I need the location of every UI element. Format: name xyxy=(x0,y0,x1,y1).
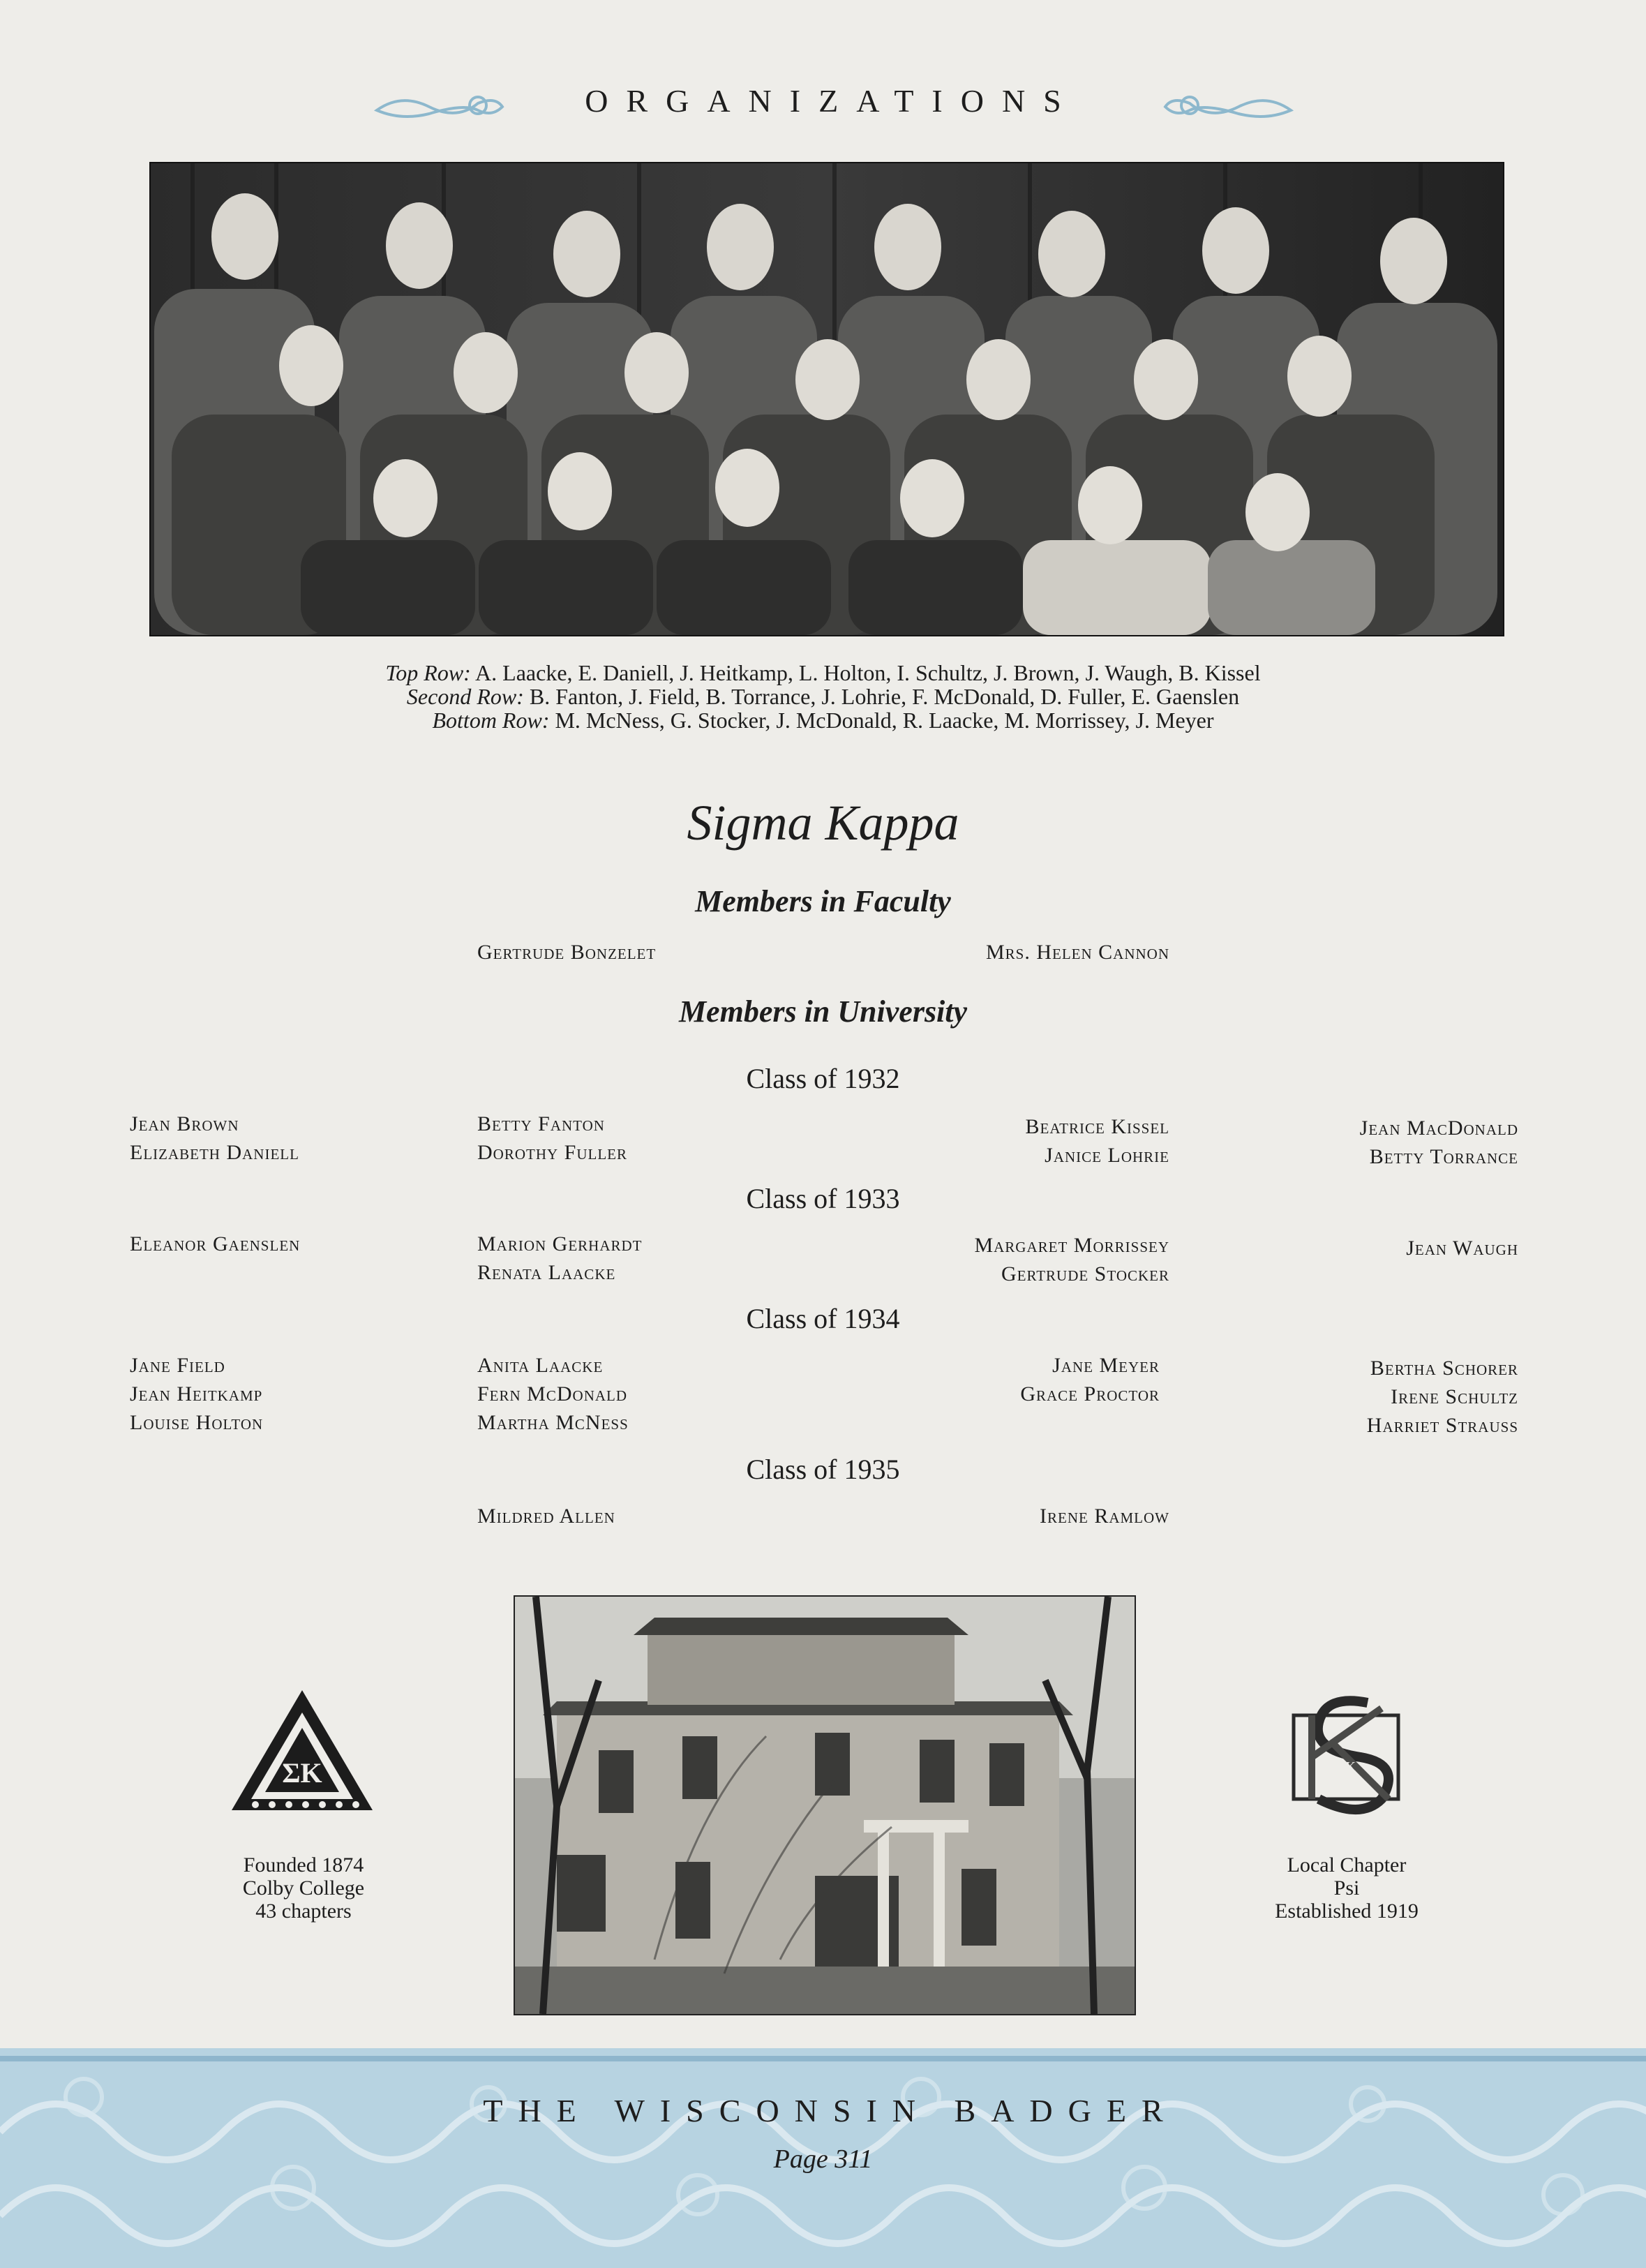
class-1933-col1 xyxy=(130,1230,300,1258)
caption-second-row-label: Second Row: xyxy=(406,684,524,709)
local-chapter-line: Local Chapter xyxy=(1287,1853,1407,1877)
member-name: Harriet Strauss xyxy=(1366,1414,1518,1437)
class-1932-col4 xyxy=(1242,1114,1518,1171)
class-1934-col3 xyxy=(907,1351,1160,1408)
footer-publication-title: THE WISCONSIN BADGER xyxy=(483,2093,1179,2128)
caption-second-row xyxy=(0,685,1646,708)
member-name: Irene Ramlow xyxy=(1040,1505,1169,1528)
member-name: Jean MacDonald xyxy=(1359,1117,1518,1140)
university-heading: Members in University xyxy=(678,994,968,1029)
local-chapter-monogram-icon xyxy=(1284,1687,1409,1816)
member-name: Gertrude Stocker xyxy=(1001,1262,1169,1285)
class-1933-col2 xyxy=(477,1230,643,1287)
member-name: Renata Laacke xyxy=(477,1261,616,1284)
member-name: Fern McDonald xyxy=(477,1382,628,1405)
page-section-title: ORGANIZATIONS xyxy=(585,83,1079,119)
chapter-house-image xyxy=(515,1597,1135,2014)
founding-info xyxy=(181,1853,426,1923)
caption-bottom-row-label: Bottom Row: xyxy=(432,708,550,733)
class-1935-col3 xyxy=(907,1502,1169,1530)
member-name: Bertha Schorer xyxy=(1370,1357,1518,1380)
member-name: Jane Field xyxy=(130,1354,225,1377)
sigma-kappa-crest-icon xyxy=(229,1687,375,1813)
local-chapter-info xyxy=(1242,1853,1451,1923)
header-ornament-right-icon xyxy=(1162,89,1294,121)
local-chapter-line: Psi xyxy=(1333,1877,1360,1900)
member-name: Margaret Morrissey xyxy=(974,1234,1169,1257)
member-name: Jane Meyer xyxy=(1052,1354,1160,1377)
organization-title: Sigma Kappa xyxy=(687,795,959,851)
member-name: Irene Schultz xyxy=(1391,1385,1518,1408)
chapter-house-photo xyxy=(514,1595,1136,2015)
class-1933-col4 xyxy=(1242,1234,1518,1262)
class-1934-col1 xyxy=(130,1351,263,1437)
member-name: Dorothy Fuller xyxy=(477,1141,628,1164)
faculty-member: Mrs. Helen Cannon xyxy=(985,941,1169,964)
member-name: Anita Laacke xyxy=(477,1354,604,1377)
member-name: Eleanor Gaenslen xyxy=(130,1232,301,1255)
class-1932-col3 xyxy=(907,1112,1169,1170)
founding-line: 43 chapters xyxy=(255,1900,352,1923)
caption-top-row-names: A. Laacke, E. Daniell, J. Heitkamp, L. Holton, I. Schultz, J. Brown, J. Waugh, B. Kissel xyxy=(475,660,1261,685)
member-name: Jean Brown xyxy=(130,1112,239,1135)
class-1932-col1 xyxy=(130,1110,299,1167)
class-1935-heading: Class of 1935 xyxy=(746,1454,900,1485)
member-name: Beatrice Kissel xyxy=(1025,1115,1169,1138)
member-name: Louise Holton xyxy=(130,1411,264,1434)
member-name: Jean Waugh xyxy=(1406,1237,1518,1260)
caption-bottom-row-names: M. McNess, G. Stocker, J. McDonald, R. Laacke, M. Morrissey, J. Meyer xyxy=(555,708,1214,733)
footer-divider xyxy=(0,2056,1646,2061)
class-1933-col3 xyxy=(865,1231,1169,1288)
crest-letters: ΣΚ xyxy=(282,1757,322,1789)
member-name: Jean Heitkamp xyxy=(130,1382,263,1405)
member-name: Marion Gerhardt xyxy=(477,1232,643,1255)
member-name: Martha McNess xyxy=(477,1411,629,1434)
group-photo xyxy=(149,162,1504,636)
caption-bottom-row xyxy=(0,709,1646,731)
member-name: Betty Torrance xyxy=(1369,1145,1518,1168)
member-name: Betty Fanton xyxy=(477,1112,605,1135)
founding-line: Founded 1874 xyxy=(243,1853,364,1877)
monogram-letters: ΣΚ xyxy=(1337,1759,1356,1775)
caption-top-row-label: Top Row: xyxy=(385,660,471,685)
faculty-member: Gertrude Bonzelet xyxy=(477,941,657,964)
footer-page-number: Page 311 xyxy=(773,2144,873,2174)
member-name: Elizabeth Daniell xyxy=(130,1141,299,1164)
class-1932-col2 xyxy=(477,1110,627,1167)
caption-second-row-names: B. Fanton, J. Field, B. Torrance, J. Lohrie, F. McDonald, D. Fuller, E. Gaenslen xyxy=(529,684,1240,709)
faculty-heading: Members in Faculty xyxy=(695,884,951,918)
founding-line: Colby College xyxy=(242,1877,365,1900)
class-1934-col2 xyxy=(477,1351,629,1437)
member-name: Grace Proctor xyxy=(1020,1382,1160,1405)
member-name: Mildred Allen xyxy=(477,1505,615,1528)
class-1932-heading: Class of 1932 xyxy=(746,1063,900,1094)
class-1934-col4 xyxy=(1242,1354,1518,1440)
local-chapter-line: Established 1919 xyxy=(1275,1900,1419,1923)
class-1934-heading: Class of 1934 xyxy=(746,1303,900,1334)
class-1933-heading: Class of 1933 xyxy=(746,1183,900,1214)
member-name: Janice Lohrie xyxy=(1045,1144,1169,1167)
class-1935-col2 xyxy=(477,1502,615,1530)
caption-top-row xyxy=(0,662,1646,684)
group-photo-image xyxy=(151,163,1503,635)
